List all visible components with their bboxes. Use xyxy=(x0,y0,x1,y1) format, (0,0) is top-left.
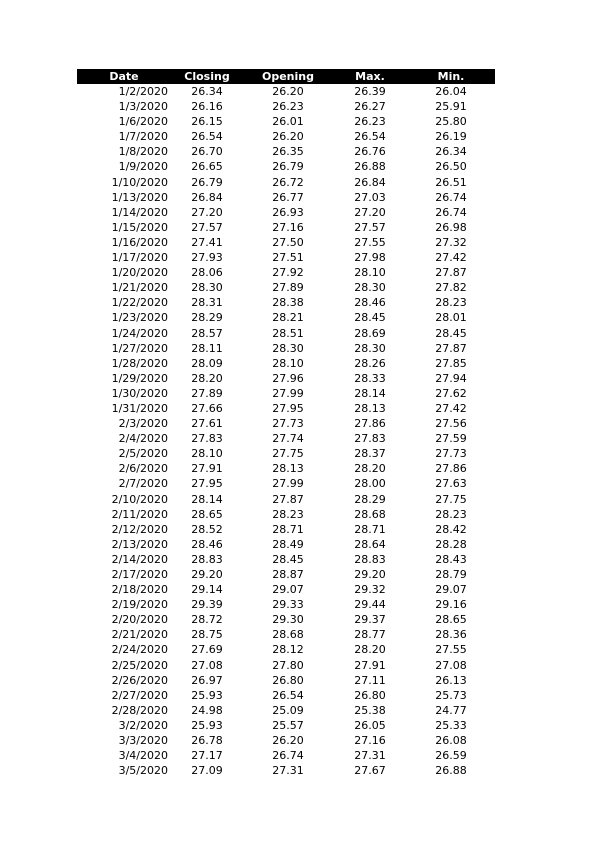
table-row xyxy=(77,159,495,174)
cell-date: 2/21/2020 xyxy=(111,628,168,642)
cell-opening: 26.93 xyxy=(272,205,304,219)
cell-max: 28.20 xyxy=(354,462,386,476)
cell-min: 27.08 xyxy=(435,658,467,672)
cell-min: 26.51 xyxy=(435,175,467,189)
cell-date: 2/17/2020 xyxy=(111,568,168,581)
table-row xyxy=(77,356,495,371)
table-row xyxy=(77,401,495,416)
cell-max: 26.23 xyxy=(354,115,386,129)
cell-closing: 27.57 xyxy=(191,220,223,234)
table-row xyxy=(77,220,495,235)
table-row xyxy=(77,718,495,733)
cell-date: 3/5/2020 xyxy=(118,764,168,778)
table-row xyxy=(77,612,495,627)
cell-closing: 27.09 xyxy=(191,764,223,778)
cell-max: 27.31 xyxy=(354,749,386,763)
table-row xyxy=(77,763,495,778)
cell-opening: 28.45 xyxy=(272,552,304,566)
cell-date: 1/20/2020 xyxy=(111,266,168,280)
cell-max: 28.00 xyxy=(354,477,386,491)
cell-min: 29.16 xyxy=(435,598,467,612)
cell-max: 28.46 xyxy=(354,296,386,310)
cell-date: 1/15/2020 xyxy=(111,220,168,234)
cell-min: 27.56 xyxy=(435,417,467,431)
table-row xyxy=(77,235,495,250)
table-row xyxy=(77,748,495,763)
cell-max: 29.44 xyxy=(354,598,386,612)
cell-min: 27.55 xyxy=(435,643,467,657)
cell-max: 28.37 xyxy=(354,447,386,461)
cell-closing: 29.39 xyxy=(191,598,223,612)
cell-date: 1/13/2020 xyxy=(111,190,168,204)
cell-max: 27.03 xyxy=(354,190,386,204)
cell-opening: 27.92 xyxy=(272,266,304,280)
table-row xyxy=(77,310,495,325)
header-max: Max. xyxy=(355,70,385,83)
cell-opening: 26.20 xyxy=(272,130,304,144)
cell-opening: 26.23 xyxy=(272,100,304,114)
cell-date: 2/25/2020 xyxy=(111,658,168,672)
cell-min: 28.79 xyxy=(435,568,467,581)
table-row xyxy=(77,597,495,612)
cell-closing: 27.08 xyxy=(191,658,223,672)
table-row xyxy=(77,507,495,522)
cell-opening: 27.50 xyxy=(272,235,304,249)
table-row xyxy=(77,205,495,220)
cell-opening: 28.71 xyxy=(272,522,304,536)
header-row xyxy=(77,69,495,84)
cell-closing: 26.16 xyxy=(191,100,223,114)
cell-max: 27.11 xyxy=(354,673,386,687)
cell-closing: 26.65 xyxy=(191,160,223,174)
cell-max: 26.76 xyxy=(354,145,386,159)
cell-opening: 26.79 xyxy=(272,160,304,174)
cell-closing: 28.52 xyxy=(191,522,223,536)
cell-min: 27.42 xyxy=(435,401,467,415)
cell-closing: 26.34 xyxy=(191,85,223,98)
cell-date: 1/31/2020 xyxy=(111,401,168,415)
cell-opening: 27.87 xyxy=(272,492,304,506)
cell-min: 27.86 xyxy=(435,462,467,476)
cell-date: 2/18/2020 xyxy=(111,583,168,597)
table-row xyxy=(77,537,495,552)
cell-min: 28.65 xyxy=(435,613,467,627)
cell-opening: 29.33 xyxy=(272,598,304,612)
cell-date: 1/8/2020 xyxy=(118,145,168,159)
cell-max: 26.88 xyxy=(354,160,386,174)
cell-opening: 29.30 xyxy=(272,613,304,627)
cell-closing: 27.69 xyxy=(191,643,223,657)
cell-max: 28.30 xyxy=(354,281,386,295)
table-row xyxy=(77,416,495,431)
cell-min: 28.23 xyxy=(435,296,467,310)
table-row xyxy=(77,295,495,310)
price-table-container xyxy=(77,69,495,778)
table-row xyxy=(77,280,495,295)
cell-opening: 28.87 xyxy=(272,568,304,581)
cell-closing: 27.41 xyxy=(191,235,223,249)
header-closing: Closing xyxy=(184,70,230,83)
cell-max: 27.57 xyxy=(354,220,386,234)
cell-date: 1/30/2020 xyxy=(111,386,168,400)
cell-min: 27.32 xyxy=(435,235,467,249)
cell-closing: 26.15 xyxy=(191,115,223,129)
cell-date: 2/4/2020 xyxy=(118,432,168,446)
cell-opening: 26.74 xyxy=(272,749,304,763)
cell-closing: 28.75 xyxy=(191,628,223,642)
cell-min: 28.28 xyxy=(435,537,467,551)
cell-opening: 27.99 xyxy=(272,386,304,400)
cell-closing: 27.17 xyxy=(191,749,223,763)
cell-min: 25.33 xyxy=(435,718,467,732)
cell-max: 28.30 xyxy=(354,341,386,355)
cell-min: 28.45 xyxy=(435,326,467,340)
price-table xyxy=(77,69,495,778)
cell-closing: 26.97 xyxy=(191,673,223,687)
cell-closing: 29.14 xyxy=(191,583,223,597)
table-row xyxy=(77,341,495,356)
cell-date: 2/11/2020 xyxy=(111,507,168,521)
cell-min: 27.63 xyxy=(435,477,467,491)
cell-min: 26.50 xyxy=(435,160,467,174)
cell-date: 2/6/2020 xyxy=(118,462,168,476)
table-body xyxy=(77,84,495,778)
cell-date: 3/2/2020 xyxy=(118,718,168,732)
cell-min: 25.73 xyxy=(435,688,467,702)
table-row xyxy=(77,431,495,446)
cell-date: 2/13/2020 xyxy=(111,537,168,551)
table-row xyxy=(77,446,495,461)
cell-min: 28.23 xyxy=(435,507,467,521)
cell-closing: 27.83 xyxy=(191,432,223,446)
cell-date: 2/12/2020 xyxy=(111,522,168,536)
cell-opening: 27.51 xyxy=(272,251,304,265)
cell-closing: 27.95 xyxy=(191,477,223,491)
cell-max: 26.27 xyxy=(354,100,386,114)
cell-date: 1/2/2020 xyxy=(118,85,168,98)
cell-closing: 27.20 xyxy=(191,205,223,219)
cell-closing: 28.20 xyxy=(191,371,223,385)
cell-min: 26.98 xyxy=(435,220,467,234)
cell-closing: 28.83 xyxy=(191,552,223,566)
cell-date: 2/7/2020 xyxy=(118,477,168,491)
cell-min: 25.80 xyxy=(435,115,467,129)
cell-date: 1/23/2020 xyxy=(111,311,168,325)
cell-opening: 25.57 xyxy=(272,718,304,732)
cell-date: 2/5/2020 xyxy=(118,447,168,461)
cell-max: 28.71 xyxy=(354,522,386,536)
cell-opening: 28.23 xyxy=(272,507,304,521)
cell-date: 1/22/2020 xyxy=(111,296,168,310)
cell-opening: 27.74 xyxy=(272,432,304,446)
cell-max: 27.55 xyxy=(354,235,386,249)
cell-date: 1/6/2020 xyxy=(118,115,168,129)
cell-max: 28.10 xyxy=(354,266,386,280)
cell-closing: 29.20 xyxy=(191,568,223,581)
cell-date: 1/3/2020 xyxy=(118,100,168,114)
cell-closing: 28.72 xyxy=(191,613,223,627)
cell-opening: 26.35 xyxy=(272,145,304,159)
cell-min: 27.73 xyxy=(435,447,467,461)
cell-max: 29.32 xyxy=(354,583,386,597)
cell-opening: 26.77 xyxy=(272,190,304,204)
header-opening: Opening xyxy=(262,70,314,83)
cell-date: 1/28/2020 xyxy=(111,356,168,370)
table-row xyxy=(77,567,495,582)
cell-max: 25.38 xyxy=(354,703,386,717)
cell-opening: 27.75 xyxy=(272,447,304,461)
cell-min: 27.82 xyxy=(435,281,467,295)
table-row xyxy=(77,642,495,657)
cell-opening: 27.73 xyxy=(272,417,304,431)
cell-date: 2/10/2020 xyxy=(111,492,168,506)
cell-closing: 28.46 xyxy=(191,537,223,551)
cell-date: 1/10/2020 xyxy=(111,175,168,189)
cell-opening: 27.16 xyxy=(272,220,304,234)
cell-opening: 29.07 xyxy=(272,583,304,597)
cell-opening: 26.20 xyxy=(272,85,304,98)
cell-max: 28.33 xyxy=(354,371,386,385)
cell-closing: 25.93 xyxy=(191,718,223,732)
cell-min: 26.04 xyxy=(435,85,467,98)
cell-opening: 27.80 xyxy=(272,658,304,672)
table-row xyxy=(77,371,495,386)
cell-opening: 28.13 xyxy=(272,462,304,476)
cell-max: 27.67 xyxy=(354,764,386,778)
cell-max: 26.39 xyxy=(354,85,386,98)
cell-min: 28.43 xyxy=(435,552,467,566)
cell-opening: 26.72 xyxy=(272,175,304,189)
table-row xyxy=(77,688,495,703)
cell-max: 26.54 xyxy=(354,130,386,144)
cell-closing: 27.66 xyxy=(191,401,223,415)
cell-date: 2/3/2020 xyxy=(118,417,168,431)
table-row xyxy=(77,476,495,491)
cell-max: 28.45 xyxy=(354,311,386,325)
cell-max: 28.20 xyxy=(354,643,386,657)
cell-min: 26.19 xyxy=(435,130,467,144)
cell-min: 26.74 xyxy=(435,190,467,204)
cell-max: 28.13 xyxy=(354,401,386,415)
cell-opening: 26.20 xyxy=(272,734,304,748)
table-row xyxy=(77,175,495,190)
cell-closing: 27.89 xyxy=(191,386,223,400)
cell-opening: 27.95 xyxy=(272,401,304,415)
cell-date: 2/26/2020 xyxy=(111,673,168,687)
cell-date: 1/9/2020 xyxy=(118,160,168,174)
table-row xyxy=(77,461,495,476)
cell-min: 29.07 xyxy=(435,583,467,597)
cell-date: 1/29/2020 xyxy=(111,371,168,385)
cell-opening: 28.21 xyxy=(272,311,304,325)
cell-max: 28.14 xyxy=(354,386,386,400)
cell-closing: 27.91 xyxy=(191,462,223,476)
table-row xyxy=(77,190,495,205)
cell-date: 1/21/2020 xyxy=(111,281,168,295)
table-row xyxy=(77,627,495,642)
cell-opening: 25.09 xyxy=(272,703,304,717)
cell-opening: 27.96 xyxy=(272,371,304,385)
table-row xyxy=(77,114,495,129)
table-row xyxy=(77,673,495,688)
cell-min: 27.75 xyxy=(435,492,467,506)
table-row xyxy=(77,552,495,567)
table-row xyxy=(77,84,495,99)
cell-opening: 28.12 xyxy=(272,643,304,657)
cell-closing: 25.93 xyxy=(191,688,223,702)
cell-min: 28.01 xyxy=(435,311,467,325)
table-row xyxy=(77,265,495,280)
cell-closing: 28.57 xyxy=(191,326,223,340)
cell-closing: 26.78 xyxy=(191,734,223,748)
cell-date: 2/14/2020 xyxy=(111,552,168,566)
cell-min: 28.42 xyxy=(435,522,467,536)
cell-min: 26.08 xyxy=(435,734,467,748)
table-row xyxy=(77,326,495,341)
cell-date: 3/4/2020 xyxy=(118,749,168,763)
cell-max: 29.37 xyxy=(354,613,386,627)
cell-opening: 26.54 xyxy=(272,688,304,702)
cell-opening: 28.38 xyxy=(272,296,304,310)
cell-date: 3/3/2020 xyxy=(118,734,168,748)
cell-date: 1/27/2020 xyxy=(111,341,168,355)
table-row xyxy=(77,144,495,159)
cell-min: 27.94 xyxy=(435,371,467,385)
table-row xyxy=(77,99,495,114)
cell-opening: 27.89 xyxy=(272,281,304,295)
cell-max: 27.83 xyxy=(354,432,386,446)
cell-min: 24.77 xyxy=(435,703,467,717)
cell-date: 2/24/2020 xyxy=(111,643,168,657)
cell-date: 1/14/2020 xyxy=(111,205,168,219)
cell-closing: 27.61 xyxy=(191,417,223,431)
cell-max: 27.91 xyxy=(354,658,386,672)
cell-opening: 26.01 xyxy=(272,115,304,129)
cell-min: 26.34 xyxy=(435,145,467,159)
cell-opening: 27.99 xyxy=(272,477,304,491)
table-row xyxy=(77,733,495,748)
cell-max: 28.83 xyxy=(354,552,386,566)
cell-max: 28.77 xyxy=(354,628,386,642)
cell-max: 26.84 xyxy=(354,175,386,189)
cell-date: 1/24/2020 xyxy=(111,326,168,340)
cell-closing: 28.14 xyxy=(191,492,223,506)
cell-max: 28.64 xyxy=(354,537,386,551)
cell-closing: 28.30 xyxy=(191,281,223,295)
cell-max: 27.16 xyxy=(354,734,386,748)
cell-min: 27.87 xyxy=(435,266,467,280)
cell-max: 27.20 xyxy=(354,205,386,219)
cell-min: 26.59 xyxy=(435,749,467,763)
cell-max: 26.80 xyxy=(354,688,386,702)
cell-max: 26.05 xyxy=(354,718,386,732)
cell-opening: 28.51 xyxy=(272,326,304,340)
cell-opening: 28.30 xyxy=(272,341,304,355)
cell-max: 28.69 xyxy=(354,326,386,340)
cell-min: 26.74 xyxy=(435,205,467,219)
cell-min: 27.42 xyxy=(435,251,467,265)
header-min: Min. xyxy=(437,70,465,83)
cell-closing: 28.31 xyxy=(191,296,223,310)
cell-closing: 28.65 xyxy=(191,507,223,521)
cell-closing: 24.98 xyxy=(191,703,223,717)
cell-min: 28.36 xyxy=(435,628,467,642)
cell-closing: 26.79 xyxy=(191,175,223,189)
cell-date: 2/28/2020 xyxy=(111,703,168,717)
table-row xyxy=(77,129,495,144)
cell-max: 28.68 xyxy=(354,507,386,521)
cell-date: 2/19/2020 xyxy=(111,598,168,612)
cell-max: 27.98 xyxy=(354,251,386,265)
cell-max: 27.86 xyxy=(354,417,386,431)
cell-opening: 28.49 xyxy=(272,537,304,551)
cell-opening: 26.80 xyxy=(272,673,304,687)
cell-closing: 28.06 xyxy=(191,266,223,280)
cell-closing: 28.10 xyxy=(191,447,223,461)
cell-max: 29.20 xyxy=(354,568,386,581)
cell-closing: 28.29 xyxy=(191,311,223,325)
table-row xyxy=(77,250,495,265)
table-row xyxy=(77,522,495,537)
cell-min: 27.85 xyxy=(435,356,467,370)
cell-closing: 26.54 xyxy=(191,130,223,144)
cell-max: 28.29 xyxy=(354,492,386,506)
cell-date: 1/17/2020 xyxy=(111,251,168,265)
cell-opening: 27.31 xyxy=(272,764,304,778)
table-row xyxy=(77,658,495,673)
cell-closing: 28.11 xyxy=(191,341,223,355)
header-date: Date xyxy=(109,70,139,83)
cell-closing: 28.09 xyxy=(191,356,223,370)
cell-opening: 28.10 xyxy=(272,356,304,370)
cell-min: 26.13 xyxy=(435,673,467,687)
cell-date: 2/20/2020 xyxy=(111,613,168,627)
cell-closing: 26.84 xyxy=(191,190,223,204)
cell-closing: 27.93 xyxy=(191,251,223,265)
cell-date: 1/16/2020 xyxy=(111,235,168,249)
table-row xyxy=(77,492,495,507)
table-row xyxy=(77,386,495,401)
cell-min: 26.88 xyxy=(435,764,467,778)
table-row xyxy=(77,582,495,597)
cell-min: 27.87 xyxy=(435,341,467,355)
table-header xyxy=(77,69,495,84)
cell-min: 25.91 xyxy=(435,100,467,114)
table-row xyxy=(77,703,495,718)
cell-opening: 28.68 xyxy=(272,628,304,642)
cell-date: 2/27/2020 xyxy=(111,688,168,702)
cell-max: 28.26 xyxy=(354,356,386,370)
cell-min: 27.59 xyxy=(435,432,467,446)
cell-min: 27.62 xyxy=(435,386,467,400)
cell-closing: 26.70 xyxy=(191,145,223,159)
cell-date: 1/7/2020 xyxy=(118,130,168,144)
